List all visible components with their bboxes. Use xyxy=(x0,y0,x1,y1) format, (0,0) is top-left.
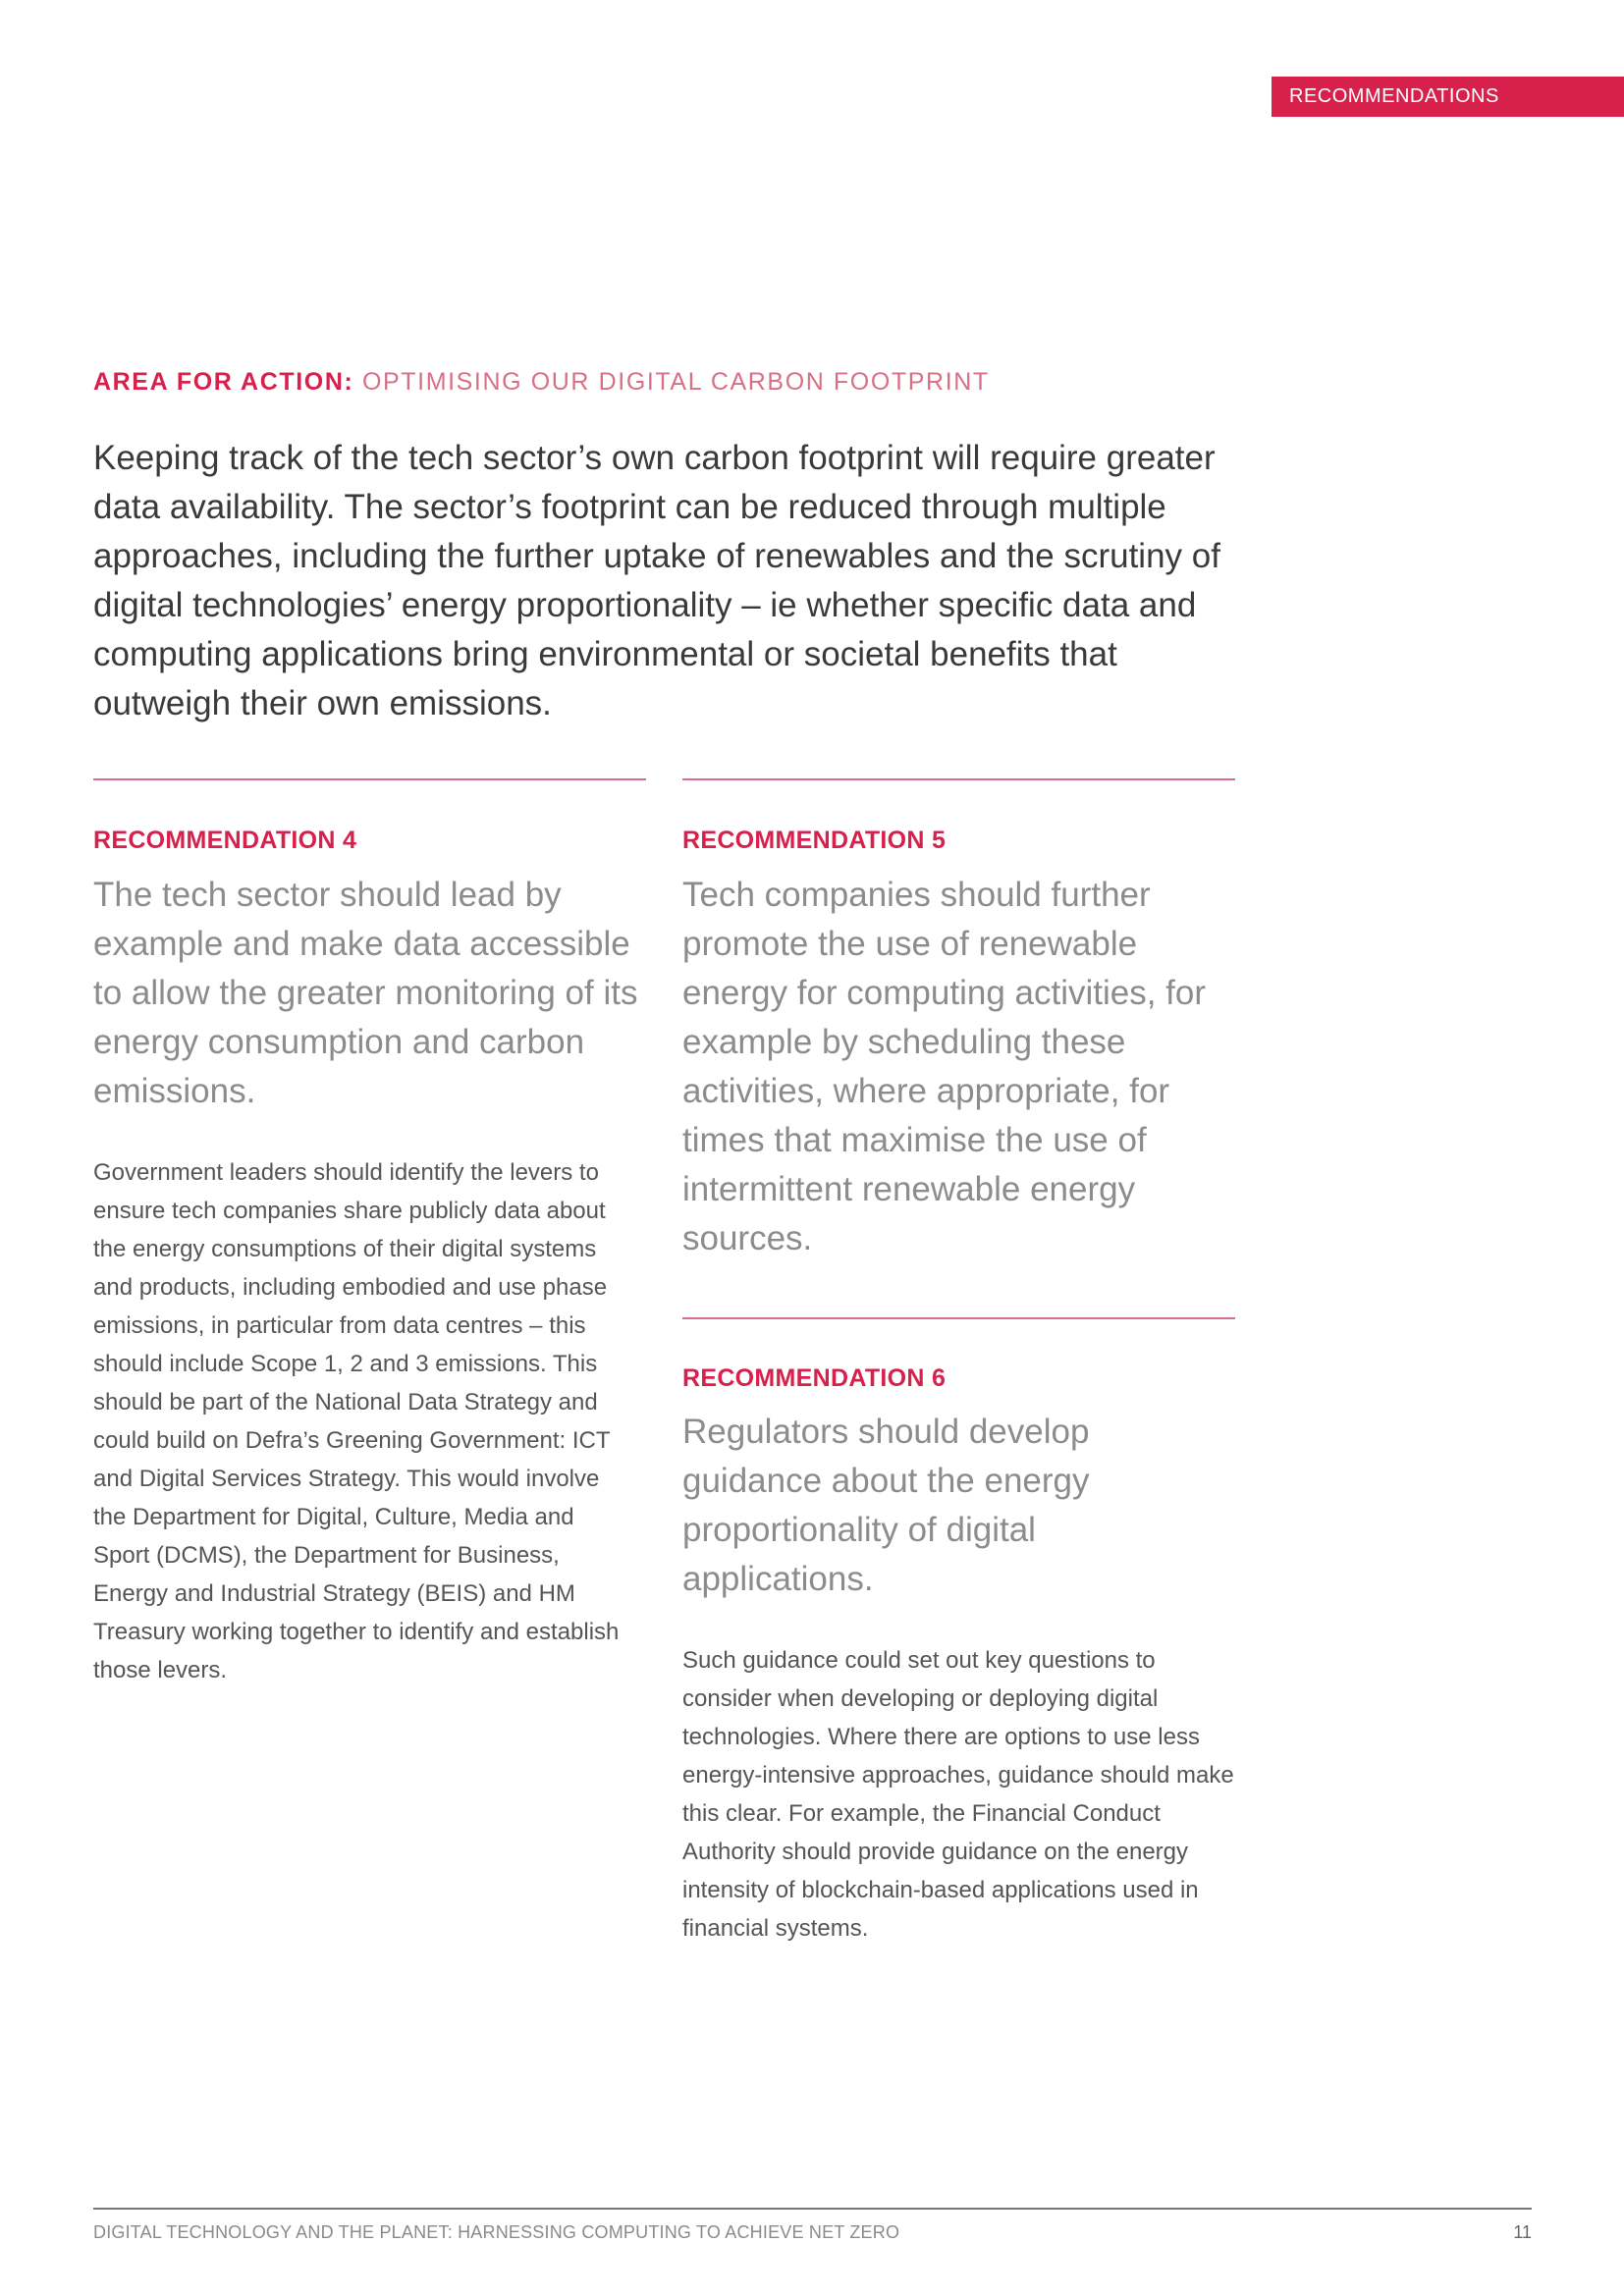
divider-rec-5 xyxy=(682,778,1235,780)
recommendation-6-body: Such guidance could set out key questions to consider when developing or deploying digital technologies. Where there are options to use less energy-intensive approaches, guidance should make this clear. For example, the Financial Conduct Authority should provide guidance on the energy intensity of blockchain-based applications used in financial systems. xyxy=(682,1647,1234,1942)
recommendation-4-statement: The tech sector should lead by example and make data accessible to allow the greater monitoring of its energy consumption and carbon emissions. xyxy=(93,876,638,1110)
recommendation-5-statement: Tech companies should further promote the use of renewable energy for computing activities, for example by scheduling these activities, where appropriate, for times that maximise the use of intermittent renewable energy sources. xyxy=(682,876,1207,1257)
area-heading xyxy=(93,368,1232,397)
recommendation-4-label: RECOMMENDATION 4 xyxy=(93,827,357,854)
area-heading-label: AREA FOR ACTION: xyxy=(93,368,354,396)
page-number: 11 xyxy=(1513,2222,1532,2242)
recommendation-4-body: Government leaders should identify the levers to ensure tech companies share publicly data about the energy consumptions of their digital systems and products, including embodied and use phase emissions, in particular from data centres – this should include Scope 1, 2 and 3 emissions. This should be part of the National Data Strategy and could build on Defra’s Greening Government: ICT and Digital Services Strategy. This would involve the Department for Digital, Culture, Media and Sport (DCMS), the Department for Business, Energy and Industrial Strategy (BEIS) and HM Treasury working together to identify and establish those levers. xyxy=(93,1159,620,1683)
recommendation-5-label: RECOMMENDATION 5 xyxy=(682,827,947,854)
intro-paragraph: Keeping track of the tech sector’s own carbon footprint will require greater data availability. The sector’s footprint can be reduced through multiple approaches, including the further uptake of renewables and the scrutiny of digital technologies’ energy proportionality – ie whether specific data and computing applications bring environmental or societal benefits that outweigh their own emissions. xyxy=(93,439,1220,722)
divider-rec-6 xyxy=(682,1317,1235,1319)
divider-rec-4 xyxy=(93,778,646,780)
section-tab: RECOMMENDATIONS xyxy=(1272,77,1624,117)
footer-divider xyxy=(93,2208,1532,2210)
recommendation-6-label: RECOMMENDATION 6 xyxy=(682,1364,947,1392)
recommendation-6-statement: Regulators should develop guidance about the energy proportionality of digital applications. xyxy=(682,1413,1090,1598)
area-heading-title: OPTIMISING OUR DIGITAL CARBON FOOTPRINT xyxy=(361,368,990,396)
footer-title: DIGITAL TECHNOLOGY AND THE PLANET: HARNESSING COMPUTING TO ACHIEVE NET ZERO xyxy=(93,2222,900,2242)
